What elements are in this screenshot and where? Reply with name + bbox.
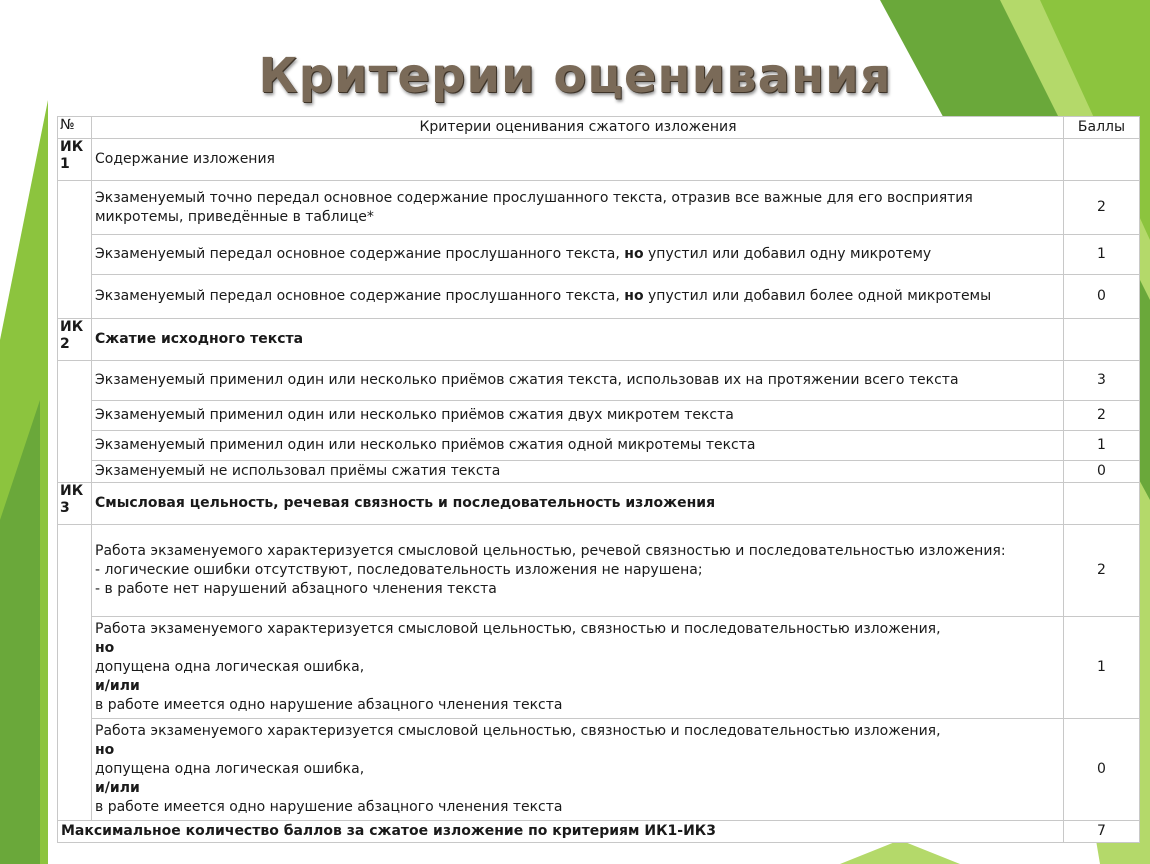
table-row xyxy=(58,483,1140,525)
table-row xyxy=(58,401,1140,431)
points-cell: 1 xyxy=(1064,617,1140,719)
header-criteria: Критерии оценивания сжатого изложения xyxy=(92,117,1064,139)
table-row xyxy=(58,461,1140,483)
table-row xyxy=(58,235,1140,275)
criterion-text: Работа экзаменуемого характеризуется смысловой цельностью, речевой связностью и последовательностью изложения: - логические ошибки отсутствуют, последовательность изложения не нарушена; - в работе нет нарушений абзацного членения текста xyxy=(92,525,1064,617)
text-part-bold: но xyxy=(624,246,644,262)
criterion-text xyxy=(92,235,1064,275)
points-cell: 0 xyxy=(1064,461,1140,483)
table-header-row xyxy=(58,117,1140,139)
points-cell xyxy=(1064,483,1140,525)
criterion-title: Смысловая цельность, речевая связность и последовательность изложения xyxy=(92,483,1064,525)
text-part: Экзаменуемый передал основное содержание прослушанного текста, xyxy=(95,246,625,262)
criterion-text xyxy=(92,617,1064,719)
table-row xyxy=(58,431,1140,461)
text-line-bold: но xyxy=(95,742,115,758)
text-line-bold: но xyxy=(95,640,115,656)
points-cell: 1 xyxy=(1064,431,1140,461)
criterion-text: Экзаменуемый применил один или несколько приёмов сжатия текста, использовав их на протяжении всего текста xyxy=(92,361,1064,401)
text-line: в работе имеется одно нарушение абзацного членения текста xyxy=(95,799,563,815)
points-cell: 2 xyxy=(1064,401,1140,431)
points-cell: 2 xyxy=(1064,525,1140,617)
text-part: упустил или добавил более одной микротемы xyxy=(643,288,992,304)
total-points: 7 xyxy=(1064,821,1140,843)
empty-num-cell xyxy=(58,525,92,821)
text-part-bold: но xyxy=(624,288,644,304)
points-cell xyxy=(1064,319,1140,361)
criterion-text: Экзаменуемый применил один или несколько приёмов сжатия одной микротемы текста xyxy=(92,431,1064,461)
text-line: в работе имеется одно нарушение абзацного членения текста xyxy=(95,697,563,713)
criterion-title: Сжатие исходного текста xyxy=(92,319,1064,361)
table-row xyxy=(58,617,1140,719)
page-title: Критерии оценивания xyxy=(258,48,892,104)
text-part: упустил или добавил одну микротему xyxy=(643,246,932,262)
green-stripe-bottom xyxy=(840,840,960,864)
criterion-text: Экзаменуемый применил один или несколько приёмов сжатия двух микротем текста xyxy=(92,401,1064,431)
criterion-code: ИК 3 xyxy=(58,483,92,525)
empty-num-cell xyxy=(58,361,92,483)
table-row xyxy=(58,361,1140,401)
table-row xyxy=(58,139,1140,181)
table-total-row xyxy=(58,821,1140,843)
points-cell xyxy=(1064,139,1140,181)
criterion-text xyxy=(92,275,1064,319)
table-row xyxy=(58,181,1140,235)
points-cell: 1 xyxy=(1064,235,1140,275)
points-cell: 3 xyxy=(1064,361,1140,401)
header-points: Баллы xyxy=(1064,117,1140,139)
total-label: Максимальное количество баллов за сжатое изложение по критериям ИК1-ИК3 xyxy=(58,821,1064,843)
criterion-code: ИК 2 xyxy=(58,319,92,361)
header-num: № xyxy=(58,117,92,139)
points-cell: 2 xyxy=(1064,181,1140,235)
text-part: Экзаменуемый передал основное содержание прослушанного текста, xyxy=(95,288,625,304)
text-line: Работа экзаменуемого характеризуется смысловой цельностью, связностью и последовательностью изложения, xyxy=(95,621,941,637)
points-cell: 0 xyxy=(1064,719,1140,821)
criterion-text: Экзаменуемый не использовал приёмы сжатия текста xyxy=(92,461,1064,483)
criteria-table xyxy=(57,116,1140,843)
criterion-text xyxy=(92,719,1064,821)
criterion-code: ИК 1 xyxy=(58,139,92,181)
points-cell: 0 xyxy=(1064,275,1140,319)
table-row xyxy=(58,525,1140,617)
empty-num-cell xyxy=(58,181,92,319)
criterion-text: Экзаменуемый точно передал основное содержание прослушанного текста, отразив все важные для его восприятия микротемы, приведённые в таблице* xyxy=(92,181,1064,235)
table-row xyxy=(58,275,1140,319)
text-line-bold: и/или xyxy=(95,780,140,796)
text-line: допущена одна логическая ошибка, xyxy=(95,761,365,777)
text-line: Работа экзаменуемого характеризуется смысловой цельностью, связностью и последовательностью изложения, xyxy=(95,723,941,739)
text-line-bold: и/или xyxy=(95,678,140,694)
text-line: допущена одна логическая ошибка, xyxy=(95,659,365,675)
table-row xyxy=(58,719,1140,821)
table-row xyxy=(58,319,1140,361)
criterion-title: Содержание изложения xyxy=(92,139,1064,181)
